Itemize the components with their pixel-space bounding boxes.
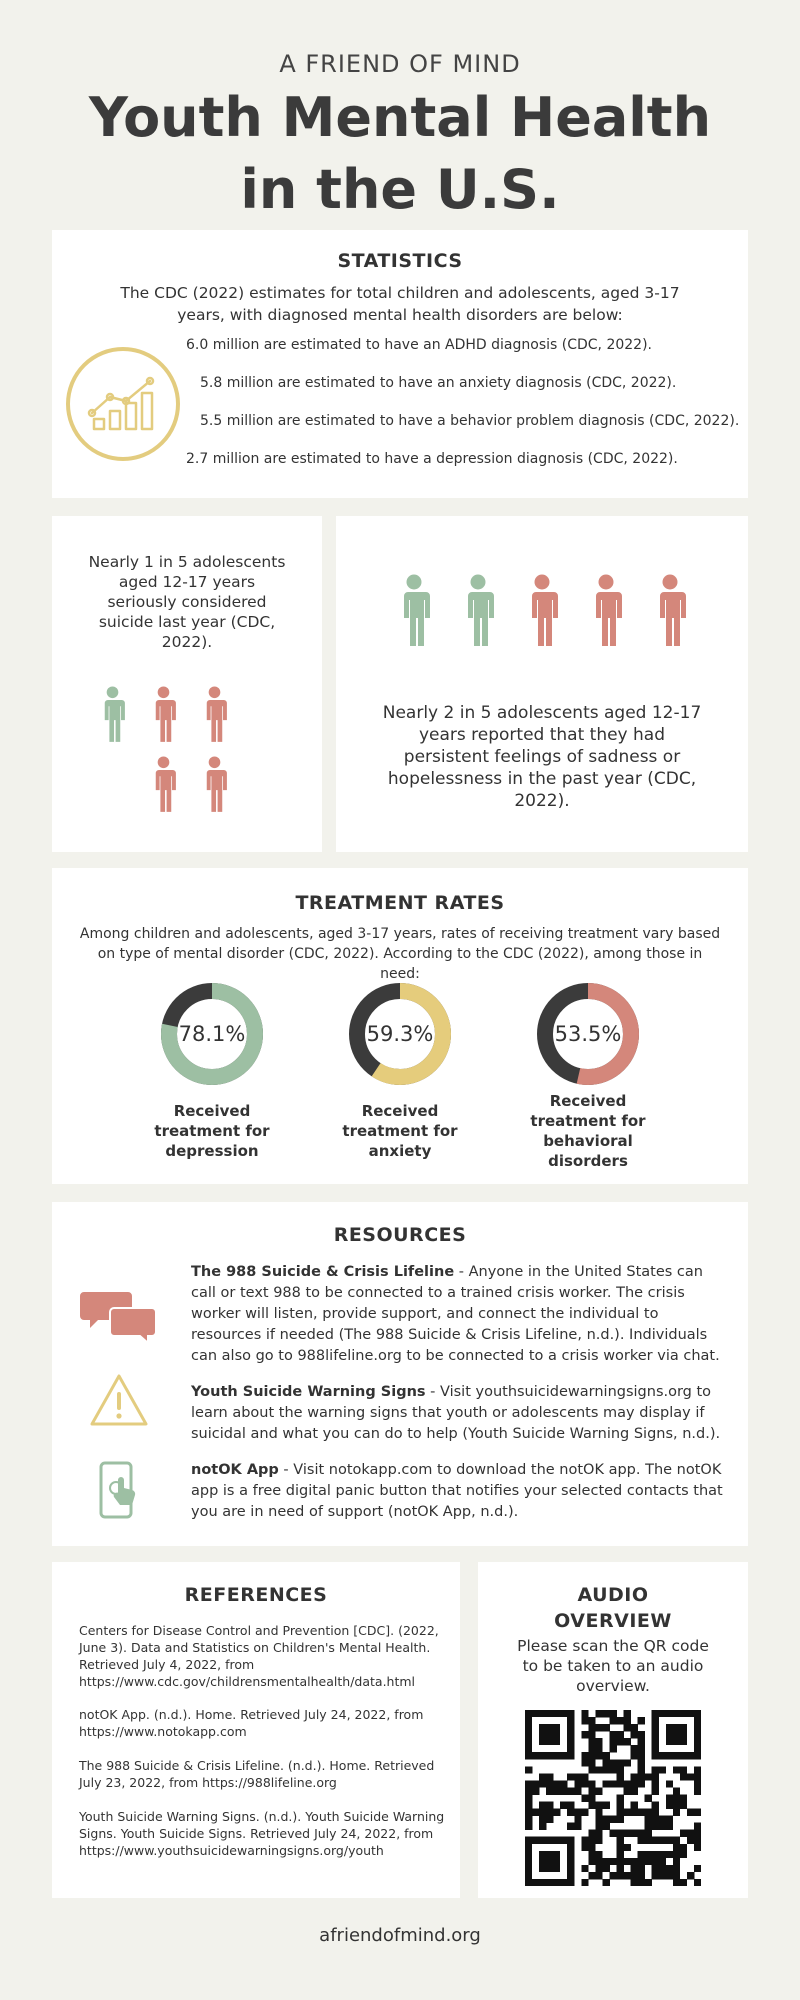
stat-depression: 2.7 million are estimated to have a depression diagnosis (CDC, 2022). (186, 451, 678, 467)
resource-warning-signs-name: Youth Suicide Warning Signs (191, 1384, 426, 1400)
statistics-intro: The CDC (2022) estimates for total children and adolescents, aged 3-17 years, with diagnosed mental health disorders are below: (120, 284, 680, 324)
page-title (0, 82, 800, 226)
suicide-person-icon (148, 756, 179, 819)
resources-card (52, 1202, 748, 1546)
donut-behavioral (536, 982, 640, 1086)
audio-heading-line-1: AUDIO (577, 1584, 649, 1606)
donut-label-behavioral: Received treatment for behavioral disorders (530, 1092, 646, 1170)
sadness-person-icon (522, 574, 562, 654)
people-pictogram (52, 516, 322, 852)
audio-overview-card (478, 1562, 748, 1898)
reference-warning-signs: Youth Suicide Warning Signs. (n.d.). Youth Suicide Warning Signs. Youth Suicide Signs. Retrieved July 24, 2022, from https://www.youthsuicidewarningsigns.org/youth (79, 1809, 445, 1858)
sadness-stat-card (336, 516, 748, 852)
treatment-intro: Among children and adolescents, aged 3-17 years, rates of receiving treatment vary based on type of mental disorder (CDC, 2022). According to the CDC (2022), among those in need: (79, 926, 721, 982)
stat-behavior: 5.5 million are estimated to have a behavior problem diagnosis (CDC, 2022). (200, 413, 740, 429)
sadness-stat-text: Nearly 2 in 5 adolescents aged 12-17 years reported that they had persistent feelings of sadness or hopelessness in the past year (CDC, 2022). (382, 703, 702, 811)
reference-988: The 988 Suicide & Crisis Lifeline. (n.d.). Home. Retrieved July 23, 2022, from https://988lifeline.org (79, 1758, 435, 1790)
resource-warning-signs-text: - Visit youthsuicidewarningsigns.org to learn about the warning signs that youth or adolescents may display if suicidal and what you can do to help (Youth Suicide Warning Signs, n.d.). (191, 1384, 721, 1442)
statistics-card (52, 230, 748, 498)
donut-anxiety (348, 982, 452, 1086)
warning-icon (88, 1372, 150, 1432)
suicide-person-icon (97, 686, 128, 749)
resources-heading: RESOURCES (333, 1224, 467, 1246)
title-line-1: Youth Mental Health (88, 86, 712, 149)
donut-label-depression: Received treatment for depression (154, 1102, 270, 1160)
title-line-2: in the U.S. (240, 158, 560, 221)
suicide-stat-card (52, 516, 322, 852)
sadness-person-icon (394, 574, 434, 654)
stat-anxiety: 5.8 million are estimated to have an anxiety diagnosis (CDC, 2022). (200, 375, 677, 391)
reference-notok: notOK App. (n.d.). Home. Retrieved July 24, 2022, from https://www.notokapp.com (79, 1707, 424, 1739)
statistics-heading: STATISTICS (337, 250, 463, 272)
audio-heading (478, 1582, 748, 1634)
references-heading: REFERENCES (184, 1584, 328, 1606)
eyebrow-text: A FRIEND OF MIND (279, 50, 521, 78)
donut-value-anxiety: 59.3% (366, 1022, 434, 1046)
sadness-person-icon (458, 574, 498, 654)
chat-bubbles-icon (80, 1288, 160, 1348)
suicide-person-icon (199, 756, 230, 819)
treatment-heading: TREATMENT RATES (295, 892, 505, 914)
qr-code-icon[interactable] (525, 1710, 701, 1886)
suicide-person-icon (148, 686, 179, 749)
resource-warning-signs (191, 1382, 731, 1445)
audio-instructions: Please scan the QR code to be taken to an audio overview. (517, 1637, 709, 1695)
growth-chart-icon (66, 347, 180, 461)
donut-label-anxiety: Received treatment for anxiety (342, 1102, 458, 1160)
sadness-person-icon (586, 574, 626, 654)
donut-value-behavioral: 53.5% (554, 1022, 622, 1046)
footer-website[interactable]: afriendofmind.org (319, 1925, 481, 1946)
reference-cdc: Centers for Disease Control and Prevention [CDC]. (2022, June 3). Data and Statistics on Children's Mental Health. Retrieved July 4, 2022, from https://www.cdc.gov/childrensmentalhealth/data.html (79, 1623, 439, 1689)
suicide-stat-text: Nearly 1 in 5 adolescents aged 12-17 years seriously considered suicide last year (CDC, 2022). (88, 553, 286, 651)
resource-988-text: - Anyone in the United States can call or text 988 to be connected to a trained crisis worker. The crisis worker will listen, provide support, and connect the individual to resources if needed (The 988 Suicide & Crisis Lifeline, n.d.). Individuals can also go to 988lifeline.org to be connected to a crisis worker via chat. (191, 1264, 720, 1364)
resource-notok (191, 1460, 731, 1523)
sadness-person-icon (650, 574, 690, 654)
resource-988 (191, 1262, 731, 1367)
stat-adhd: 6.0 million are estimated to have an ADHD diagnosis (CDC, 2022). (186, 337, 652, 353)
donut-value-depression: 78.1% (178, 1022, 246, 1046)
resource-notok-text: - Visit notokapp.com to download the notOK app. The notOK app is a free digital panic button that notifies your selected contacts that you are in need of support (notOK App, n.d.). (191, 1462, 723, 1520)
treatment-card (52, 868, 748, 1184)
resource-988-name: The 988 Suicide & Crisis Lifeline (191, 1264, 455, 1280)
references-card (52, 1562, 460, 1898)
phone-tap-icon (98, 1460, 140, 1526)
suicide-person-icon (199, 686, 230, 749)
donut-depression (160, 982, 264, 1086)
resource-notok-name: notOK App (191, 1462, 279, 1478)
audio-heading-line-2: OVERVIEW (554, 1610, 672, 1632)
